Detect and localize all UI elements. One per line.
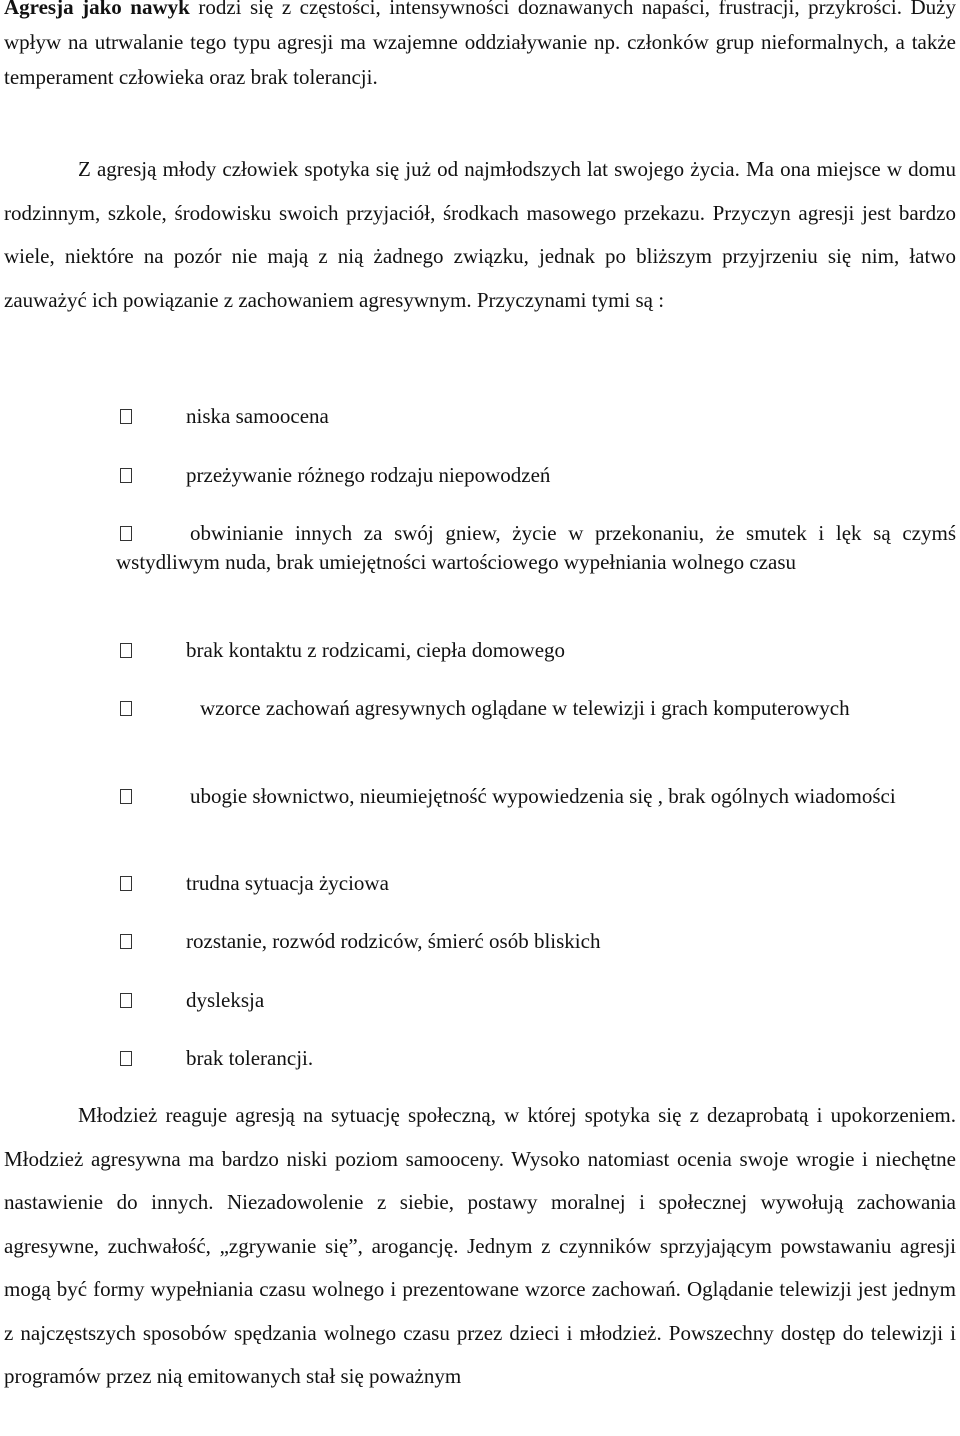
checkbox-bullet-icon <box>120 526 132 541</box>
checkbox-bullet-icon <box>120 409 132 424</box>
paragraph-habit-aggression <box>4 0 956 95</box>
paragraph-lead-term: Agresja jako nawyk <box>4 0 190 19</box>
checkbox-bullet-icon <box>120 643 132 658</box>
checkbox-bullet-icon <box>120 468 132 483</box>
cause-list-item: przeżywanie różnego rodzaju niepowodzeń <box>116 461 956 490</box>
cause-list-item: dysleksja <box>116 986 956 1015</box>
cause-list-item: rozstanie, rozwód rodziców, śmierć osób bliskich <box>116 927 956 956</box>
checkbox-bullet-icon <box>120 701 132 716</box>
cause-list-item: trudna sytuacja życiowa <box>116 869 956 898</box>
checkbox-bullet-icon <box>120 789 132 804</box>
checkbox-bullet-icon <box>120 993 132 1008</box>
cause-list-item: brak kontaktu z rodzicami, ciepła domowego <box>116 636 956 665</box>
cause-list-item: niska samoocena <box>116 402 956 431</box>
cause-list-item: wzorce zachowań agresywnych oglądane w telewizji i grach komputerowych <box>116 694 956 723</box>
checkbox-bullet-icon <box>120 1051 132 1066</box>
checkbox-bullet-icon <box>120 876 132 891</box>
cause-list-item: obwinianie innych za swój gniew, życie w przekonaniu, że smutek i lęk są czymś wstydliwym nuda, brak umiejętności wartościowego wypełniania wolnego czasu <box>116 521 956 574</box>
paragraph-text: rodzi się z częstości, intensywności doznawanych napaści, frustracji, przykrości. Duży wpływ na utrwalanie tego typu agresji ma wzajemne oddziaływanie np. członków grup nieformalnych, a także temperament człowieka oraz brak tolerancji. <box>4 0 956 89</box>
paragraph-youth-reaction: Młodzież reaguje agresją na sytuację społeczną, w której spotyka się z dezaprobatą i upokorzeniem. Młodzież agresywna ma bardzo niski poziom samooceny. Wysoko natomiast ocenia swoje wrogie i niechętne nastawienie do innych. Niezadowolenie z siebie, postawy moralnej i społecznej wywołują zachowania agresywne, zuchwałość, „zgrywanie się”, arogancję. Jednym z czynników sprzyjającym powstawaniu agresji mogą być formy wypełniania czasu wolnego i prezentowane wzorce zachowań. Oglądanie telewizji jest jednym z najczęstszych sposobów spędzania wolnego czasu przez dzieci i młodzież. Powszechny dostęp do telewizji i programów przez nią emitowanych stał się poważnym <box>4 1103 956 1388</box>
cause-list-item: brak tolerancji. <box>116 1044 956 1073</box>
checkbox-bullet-icon <box>120 934 132 949</box>
paragraph-causes-intro: Z agresją młody człowiek spotyka się już od najmłodszych lat swojego życia. Ma ona miejsce w domu rodzinnym, szkole, środowisku swoich przyjaciół, środkach masowego przekazu. Przyczyn agresji jest bardzo wiele, niektóre na pozór nie mają z nią żadnego związku, jednak po bliższym przyjrzeniu się nim, łatwo zauważyć ich powiązanie z zachowaniem agresywnym. Przyczynami tymi są : <box>4 157 956 312</box>
cause-list-item: ubogie słownictwo, nieumiejętność wypowiedzenia się , brak ogólnych wiadomości <box>116 782 956 811</box>
